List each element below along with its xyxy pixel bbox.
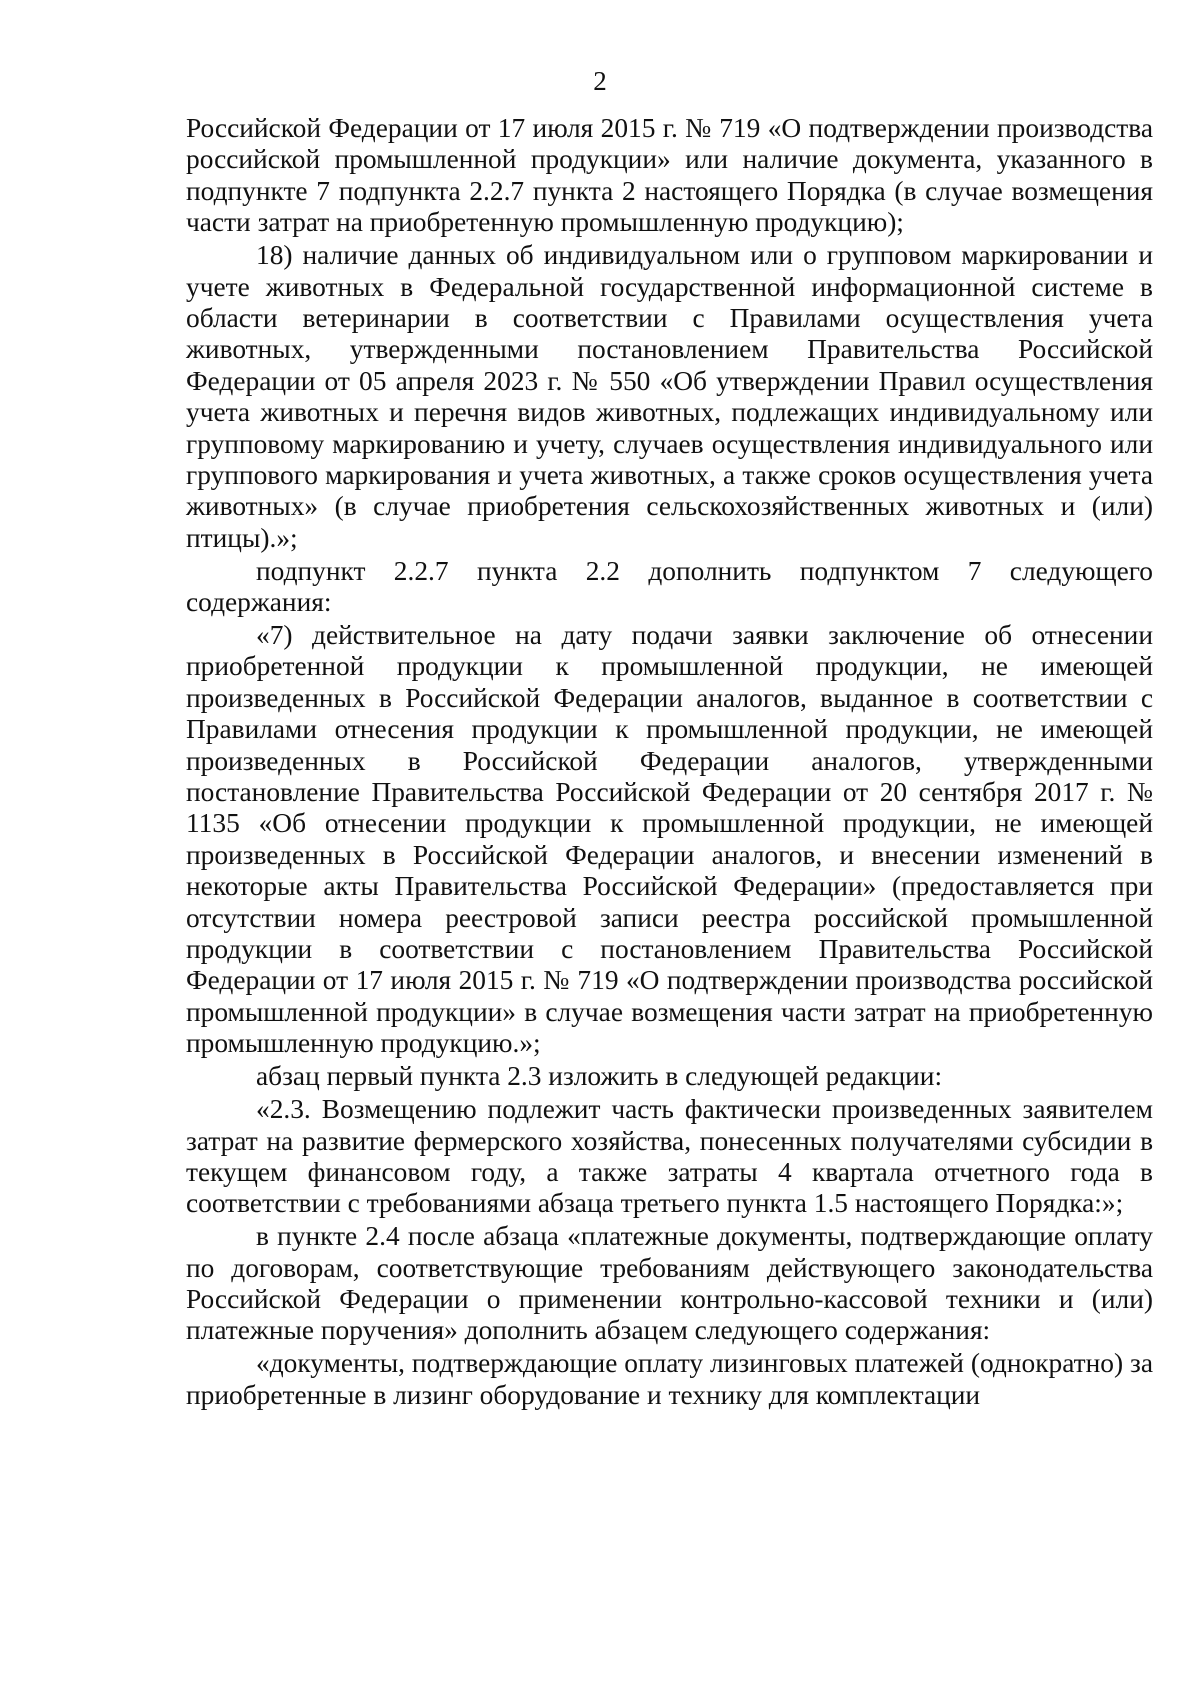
paragraph-item-18: 18) наличие данных об индивидуальном или о групповом маркировании и учете животных в Федеральной государственной информационной системе в области ветеринарии в соответствии с Правилами осуществления учета животных, утвержденными постановлением Правительства Российской Федерации от 05 апреля 2023 г. № 550 «Об утверждении Правил осуществления учета животных и перечня видов животных, подлежащих индивидуальному или групповому маркированию и учету, случаев осуществления индивидуального или группового маркирования и учета животных, а также сроков осуществления учета животных» (в случае приобретения сельскохозяйственных животных и (или) птицы).»; <box>186 240 1153 553</box>
paragraph-amend-2-2-7: подпункт 2.2.7 пункта 2.2 дополнить подпунктом 7 следующего содержания: <box>186 555 1153 618</box>
paragraph-item-7: «7) действительное на дату подачи заявки заключение об отнесении приобретенной продукции к промышленной продукции, не имеющей произведенных в Российской Федерации аналогов, выданное в соответствии с Правилами отнесения продукции к промышленной продукции, не имеющей произведенных в Российской Федерации аналогов, утвержденными постановление Правительства Российской Федерации от 20 сентября 2017 г. № 1135 «Об отнесении продукции к промышленной продукции, не имеющей произведенных в Российской Федерации аналогов, и внесении изменений в некоторые акты Правительства Российской Федерации» (предоставляется при отсутствии номера реестровой записи реестра российской промышленной продукции в соответствии с постановлением Правительства Российской Федерации от 17 июля 2015 г. № 719 «О подтверждении производства российской промышленной продукции» в случае возмещения части затрат на приобретенную промышленную продукцию.»; <box>186 620 1153 1059</box>
paragraph-item-2-3: «2.3. Возмещению подлежит часть фактически произведенных заявителем затрат на развитие фермерского хозяйства, понесенных получателями субсидии в текущем финансовом году, а также затраты 4 квартала отчетного года в соответствии с требованиями абзаца третьего пункта 1.5 настоящего Порядка:»; <box>186 1094 1153 1219</box>
page-number: 2 <box>593 66 607 96</box>
paragraph-continuation: Российской Федерации от 17 июля 2015 г. № 719 «О подтверждении производства российской промышленной продукции» или наличие документа, указанного в подпункте 7 подпункта 2.2.7 пункта 2 настоящего Порядка (в случае возмещения части затрат на приобретенную промышленную продукцию); <box>186 113 1153 238</box>
paragraph-amend-2-4: в пункте 2.4 после абзаца «платежные документы, подтверждающие оплату по договорам, соответствующие требованиям действующего законодательства Российской Федерации о применении контрольно-кассовой техники и (или) платежные поручения» дополнить абзацем следующего содержания: <box>186 1221 1153 1346</box>
document-body <box>186 113 1153 1413</box>
paragraph-amend-2-3: абзац первый пункта 2.3 изложить в следующей редакции: <box>256 1061 943 1092</box>
paragraph-leasing-documents: «документы, подтверждающие оплату лизинговых платежей (однократно) за приобретенные в лизинг оборудование и технику для комплектации <box>186 1348 1153 1410</box>
